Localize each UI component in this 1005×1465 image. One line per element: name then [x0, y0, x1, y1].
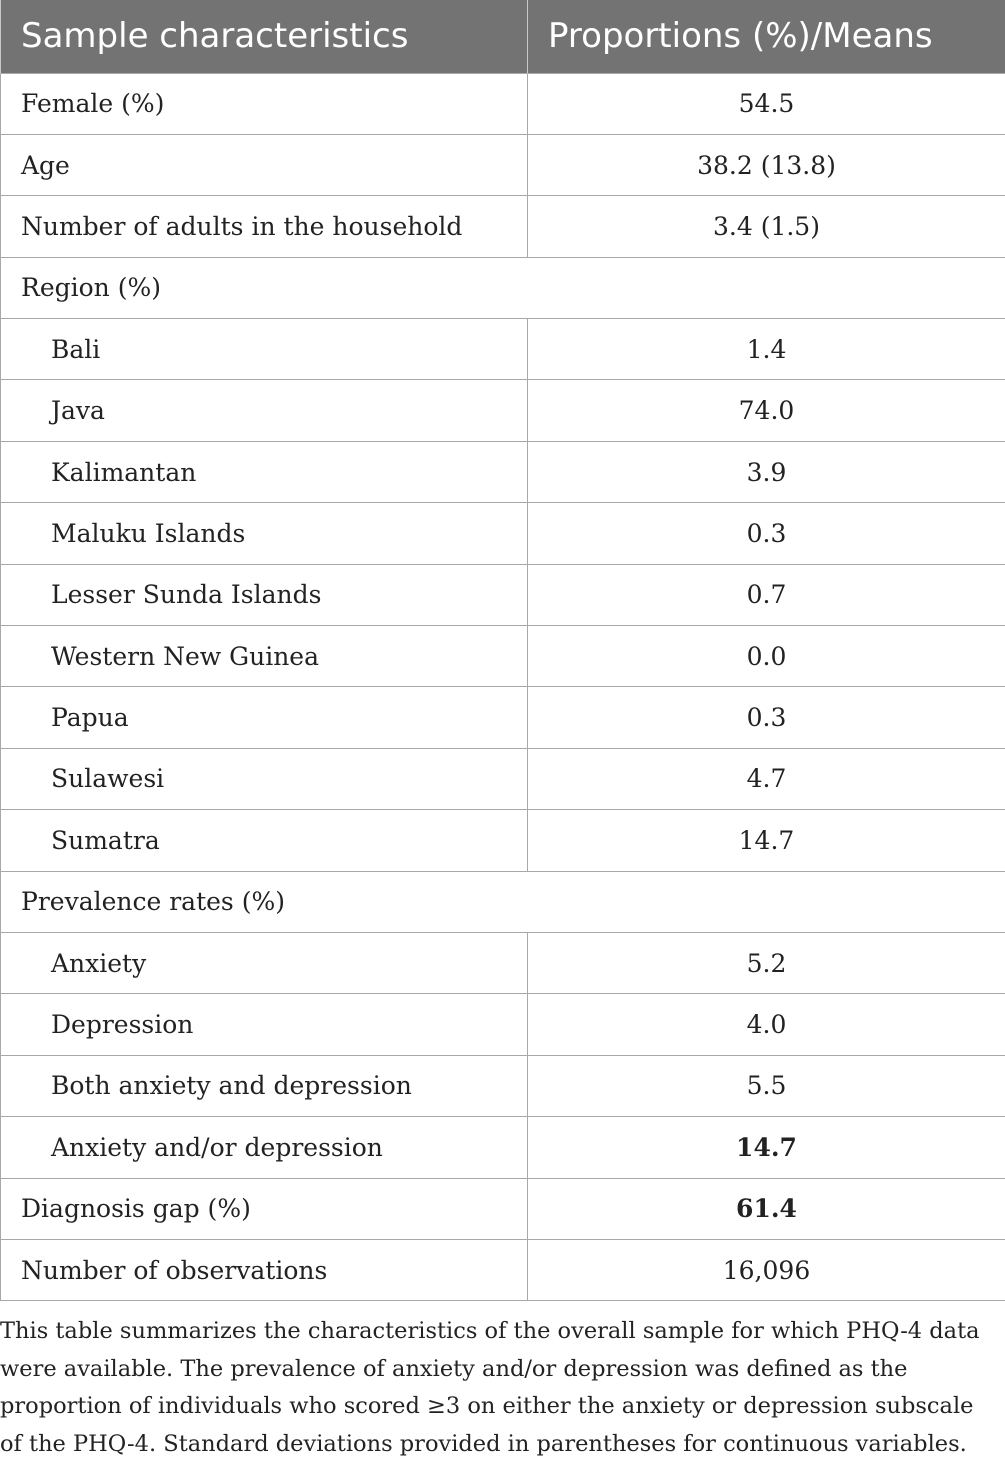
table-row — [1, 380, 1005, 441]
table-footnote: This table summarizes the characteristics of the overall sample for which PHQ-4 data were available. The prevalence of anxiety and/or depression was defined as the proportion of individuals who scored ≥3 on either the anxiety or depression subscale of the PHQ-4. Standard deviations provided in parentheses for continuous variables. — [0, 1318, 980, 1457]
row-value: 0.3 — [528, 503, 1005, 564]
row-value: 16,096 — [528, 1239, 1005, 1300]
table-row — [1, 441, 1005, 502]
column-header-characteristics: Sample characteristics — [1, 0, 528, 73]
row-value: 74.0 — [528, 380, 1005, 441]
table-row — [1, 319, 1005, 380]
table-header-row — [1, 0, 1005, 73]
row-label: Number of observations — [1, 1239, 528, 1300]
table-row — [1, 503, 1005, 564]
section-label: Region (%) — [1, 257, 1005, 318]
table-row — [1, 687, 1005, 748]
row-label: Age — [1, 134, 528, 195]
column-header-proportions: Proportions (%)/Means — [528, 0, 1005, 73]
row-value: 4.0 — [528, 994, 1005, 1055]
section-label: Prevalence rates (%) — [1, 871, 1005, 932]
row-value: 3.4 (1.5) — [528, 196, 1005, 257]
row-label: Sulawesi — [1, 748, 528, 809]
row-label: Anxiety — [1, 932, 528, 993]
row-value: 4.7 — [528, 748, 1005, 809]
row-value: 3.9 — [528, 441, 1005, 502]
row-label: Female (%) — [1, 73, 528, 134]
row-label: Maluku Islands — [1, 503, 528, 564]
row-value: 0.7 — [528, 564, 1005, 625]
row-label: Lesser Sunda Islands — [1, 564, 528, 625]
row-value-bold: 61.4 — [528, 1178, 1005, 1239]
table-row — [1, 626, 1005, 687]
table-row — [1, 810, 1005, 871]
row-value: 1.4 — [528, 319, 1005, 380]
row-label: Kalimantan — [1, 441, 528, 502]
table-row — [1, 994, 1005, 1055]
table-row — [1, 196, 1005, 257]
section-row-prevalence — [1, 871, 1005, 932]
row-label: Western New Guinea — [1, 626, 528, 687]
row-label: Bali — [1, 319, 528, 380]
table-row — [1, 1178, 1005, 1239]
row-value: 0.3 — [528, 687, 1005, 748]
row-label: Java — [1, 380, 528, 441]
row-label: Both anxiety and depression — [1, 1055, 528, 1116]
row-value: 5.5 — [528, 1055, 1005, 1116]
row-value: 54.5 — [528, 73, 1005, 134]
row-value: 38.2 (13.8) — [528, 134, 1005, 195]
row-label: Sumatra — [1, 810, 528, 871]
row-value: 14.7 — [528, 810, 1005, 871]
row-label: Anxiety and/or depression — [1, 1117, 528, 1178]
row-value: 5.2 — [528, 932, 1005, 993]
table-row — [1, 1117, 1005, 1178]
table-row — [1, 932, 1005, 993]
table-row — [1, 1055, 1005, 1116]
table-row — [1, 748, 1005, 809]
table-row — [1, 564, 1005, 625]
row-label: Diagnosis gap (%) — [1, 1178, 528, 1239]
table-row — [1, 73, 1005, 134]
table-row — [1, 134, 1005, 195]
section-row-region — [1, 257, 1005, 318]
row-value-bold: 14.7 — [528, 1117, 1005, 1178]
table-row — [1, 1239, 1005, 1300]
row-value: 0.0 — [528, 626, 1005, 687]
row-label: Papua — [1, 687, 528, 748]
row-label: Depression — [1, 994, 528, 1055]
row-label: Number of adults in the household — [1, 196, 528, 257]
